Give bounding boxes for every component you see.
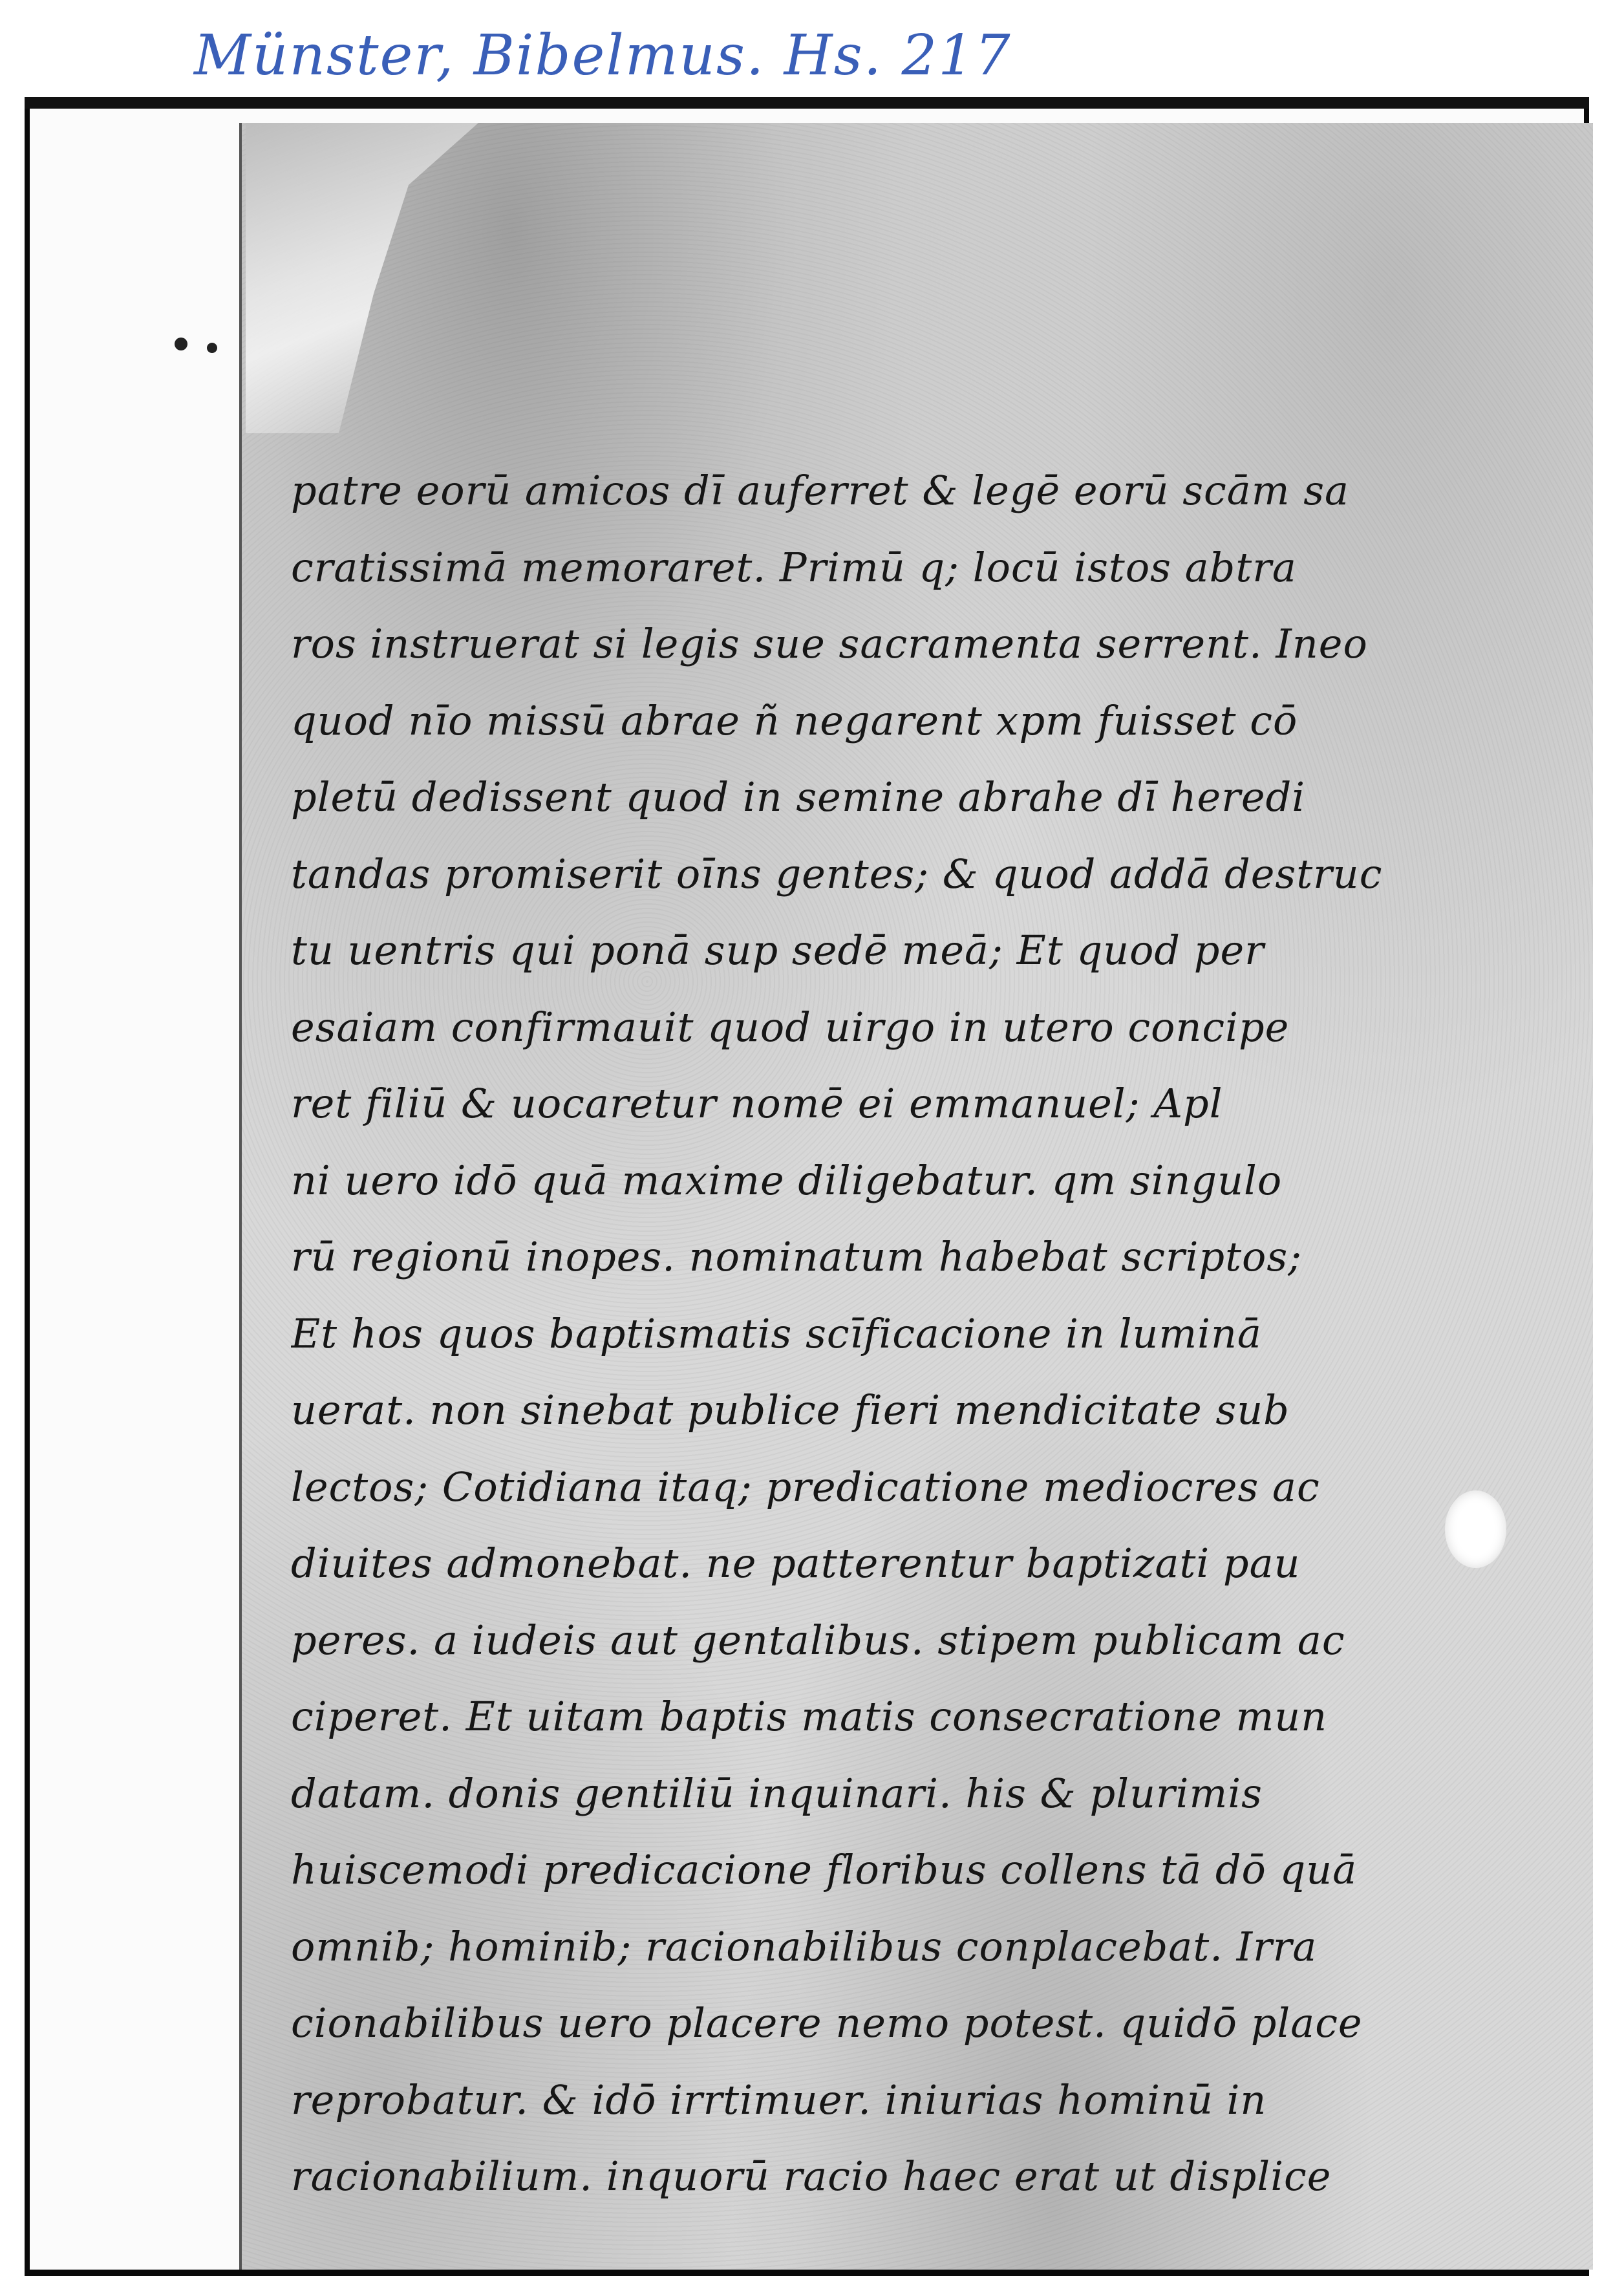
margin-mark (175, 338, 187, 350)
parchment-hole (1445, 1490, 1506, 1568)
manuscript-line: peres. a iudeis aut gentalibus. stipem publicam ac (291, 1616, 1345, 1664)
manuscript-line: racionabilium. inquorū racio haec erat ut displice (291, 2153, 1332, 2200)
manuscript-line: uerat. non sinebat publice fieri mendicitate sub (291, 1386, 1290, 1434)
manuscript-line: huiscemodi predicacione floribus collens tā dō quā (291, 1846, 1358, 1893)
manuscript-line: ros instruerat si legis sue sacramenta serrent. Ineo (291, 620, 1368, 667)
manuscript-line: cratissimā memoraret. Primū q; locū istos abtra (291, 543, 1297, 591)
manuscript-line: omnib; hominib; racionabilibus conplacebat. Irra (291, 1922, 1318, 1970)
manuscript-line: quod nīo missū abrae ñ negarent xpm fuisset cō (291, 696, 1298, 744)
manuscript-line: cionabilibus uero placere nemo potest. quidō place (291, 1999, 1363, 2047)
scan-top-edge (25, 97, 1589, 109)
manuscript-line: rū regionū inopes. nominatum habebat scriptos; (291, 1233, 1303, 1280)
manuscript-line: Et hos quos baptismatis scīficacione in luminā (291, 1309, 1262, 1357)
manuscript-line: tu uentris qui ponā sup sedē meā; Et quod per (291, 927, 1265, 974)
manuscript-line: ni uero idō quā maxime diligebatur. qm singulo (291, 1156, 1283, 1204)
manuscript-line: tandas promiserit oīns gentes; & quod addā destruc (291, 850, 1383, 897)
manuscript-line: diuites admonebat. ne patterentur baptizati pau (291, 1540, 1301, 1587)
manuscript-line: ret filiū & uocaretur nomē ei emmanuel; Apl (291, 1080, 1223, 1127)
manuscript-line: reprobatur. & idō irrtimuer. iniurias hominū in (291, 2076, 1267, 2123)
manuscript-line: lectos; Cotidiana itaq; predicatione mediocres ac (291, 1463, 1320, 1510)
manuscript-line: pletū dedissent quod in semine abrahe dī heredi (291, 773, 1306, 821)
manuscript-line: esaiam confirmauit quod uirgo in utero concipe (291, 1003, 1290, 1051)
manuscript-line: ciperet. Et uitam baptis matis consecratione mun (291, 1693, 1328, 1740)
manuscript-text (291, 453, 1442, 2215)
manuscript-line: datam. donis gentiliū inquinari. his & plurimis (291, 1769, 1263, 1817)
archive-caption: Münster, Bibelmus. Hs. 217 (194, 23, 1012, 88)
manuscript-line: patre eorū amicos dī auferret & legē eorū scām sa (291, 467, 1349, 514)
margin-mark (207, 343, 217, 353)
